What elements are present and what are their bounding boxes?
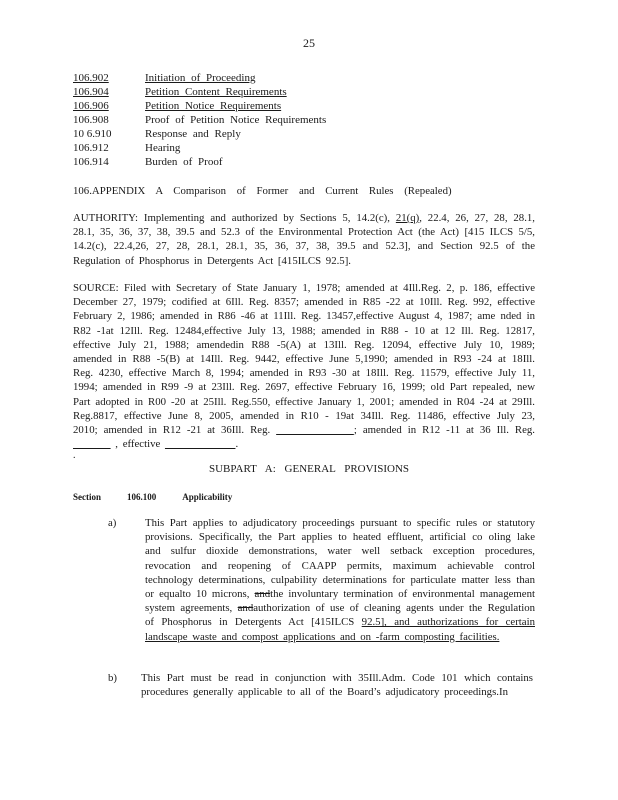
subsection-text [145, 516, 535, 644]
toc-number: 106.906 [73, 100, 109, 112]
source-note: SOURCE: Filed with Secretary of State January 1, 1978; amended at 4Ill.Reg. 2, p. 186, effective December 27, 1979; codified at 6Ill. Reg. 8357; amended in R85 -22 at 10Ill. Reg. 992, effective February 2, 1986; amended in R86 -46 at 11Ill. Reg. 13457,effective August 4, 1987; ame nded in R82 -1at 12Ill. Reg. 12484,effective July 13, 1988; amended in R88 - 10 at 12 Ill. Reg. 12817, effective July 21, 1988; amendedin R88 -5(A) at 13Ill. Reg. 12094, effective July 10, 1989; amended in R88 -5(B) at 14Ill. Reg. 9442, effective June 5,1990; amended in R93 -24 at 18Ill. Reg. 4230, effective March 8, 1994; amended in R93 -30 at 18Ill. Reg. 11579, effective July 11, 1994; amended in R99 -9 at 23Ill. Reg. 2697, effective February 16, 1999; old Part repealed, new Part adopted in R00 -20 at 25Ill. Reg.550, effective January 1, 2001; amended in R04 -24 at 29Ill. Reg.8817, effective June 8, 2005, amended in R10 - 19at 34Ill. Reg. 11486, effective July 23, 2010; amended in R12 -21 at 36Ill. Reg. ; amended in R12 -11 at 36 Ill. Reg. , effective . [73, 282, 535, 451]
struck-text: and [237, 602, 254, 615]
toc-row [73, 71, 326, 85]
subpart-heading: SUBPART A: GENERAL PROVISIONS [209, 463, 409, 475]
source-text-end: , effective [110, 438, 165, 451]
section-number: 106.100 [127, 492, 157, 502]
subsection-a-text-mid: the involuntary termination of environmental management system agreements, [145, 588, 535, 615]
toc-number: 106.914 [73, 156, 109, 168]
toc-title: Petition Notice Requirements [145, 100, 282, 112]
toc-row [73, 113, 326, 127]
toc-number: 106.908 [73, 114, 109, 126]
toc-row [73, 127, 326, 141]
toc-row [73, 155, 326, 169]
toc-number: 106.912 [73, 142, 109, 154]
authority-text-rest: , 22.4, 26, 27, 28, 28.1, 28.1, 35, 36, 37, 38, 39.5 and 52.3 of the Environmental Protection Act (the Act) [415 ILCS 5/5, 14.2(c), 22.4,26, 27, 28, 28.1, 28.1, 35, 36, 37, 38, 39.5 and 52.3], and Section 92.5 of the Regulation of Phosphorus in Detergents Act [415ILCS 92.5]. [73, 212, 536, 267]
subsection-text: This Part must be read in conjunction with 35Ill.Adm. Code 101 which contains procedures generally applicable to all of the Board’s adjudicatory proceedings.In [141, 672, 533, 699]
struck-text: and [254, 588, 271, 601]
inserted-text: 92.5], and authorizations for certain landscape waste and compost applications and on -farm composting facilities. [145, 616, 535, 643]
authority-underlined: 21(q) [395, 212, 420, 224]
section-word: Section [73, 492, 101, 502]
page-number: 25 [303, 36, 315, 50]
toc-title: Hearing [145, 142, 181, 154]
authority-note [73, 211, 535, 268]
toc-number: 106.904 [73, 86, 109, 98]
blank-line [73, 438, 111, 450]
source-text-mid: ; amended in R12 -11 at 36 Ill. Reg. [353, 424, 535, 437]
toc-row [73, 99, 326, 113]
section-title: Applicability [182, 492, 233, 502]
stray-dot: . [73, 450, 76, 461]
subsection-a-text: This Part applies to adjudicatory proceedings pursuant to specific rules or statutory provisions. Specifically, the Part applies to heated effluent, artificial co oling lake and sulfur dioxide demonstrations, water well setback exception procedures, revocation and reopening of CAAPP permits, maximum achievable control technology determinations, culpability determinations for particulate matter less than or equalto 10 microns, [145, 517, 535, 601]
toc-title: Response and Reply [145, 128, 241, 140]
toc-number: 106.902 [73, 72, 109, 84]
section-heading [73, 492, 258, 502]
authority-text: AUTHORITY: Implementing and authorized by Sections 5, 14.2(c), [73, 212, 396, 224]
toc-title: Petition Content Requirements [145, 86, 287, 98]
appendix-line: 106.APPENDIX A Comparison of Former and Current Rules (Repealed) [73, 185, 452, 197]
toc-row [73, 85, 326, 99]
blank-line [276, 424, 354, 436]
source-text: SOURCE: Filed with Secretary of State January 1, 1978; amended at 4Ill.Reg. 2, p. 186, effective December 27, 1979; codified at 6Ill. Reg. 8357; amended in R85 -22 at 10Ill. Reg. 992, effective February 2, 1986; amended in R86 -46 at 11Ill. Reg. 13457,effective August 4, 1987; ame nded in R82 -1at 12Ill. Reg. 12484,effective July 13, 1988; amended in R88 - 10 at 12 Ill. Reg. 12817, effective July 21, 1988; amendedin R88 -5(A) at 13Ill. Reg. 12094, effective July 10, 1989; amended in R88 -5(B) at 14Ill. Reg. 9442, effective June 5,1990; amended in R93 -24 at 18Ill. Reg. 4230, effective March 8, 1994; amended in R93 -30 at 18Ill. Reg. 11579, effective July 11, 1994; amended in R99 -9 at 23Ill. Reg. 2697, effective February 16, 1999; old Part repealed, new Part adopted in R00 -20 at 25Ill. Reg.550, effective January 1, 2001; amended in R04 -24 at 29Ill. Reg.8817, effective June 8, 2005, amended in R10 - 19at 34Ill. Reg. 11486, effective July 23, 2010; amended in R12 -21 at 36Ill. Reg. [73, 282, 535, 437]
subsection-a-text-mid2: authorization of use of cleaning agents under the Regulation of Phosphorus in Detergents Act [415ILCS [145, 602, 535, 629]
toc-title: Burden of Proof [145, 156, 223, 168]
toc-number: 10 6.910 [73, 128, 112, 140]
toc-title: Initiation of Proceeding [145, 72, 256, 84]
toc-title: Proof of Petition Notice Requirements [145, 114, 327, 126]
table-of-contents [73, 71, 326, 169]
subsection-label: b) [108, 672, 117, 684]
toc-row [73, 141, 326, 155]
blank-line [165, 438, 236, 450]
subsection-label: a) [108, 517, 117, 529]
